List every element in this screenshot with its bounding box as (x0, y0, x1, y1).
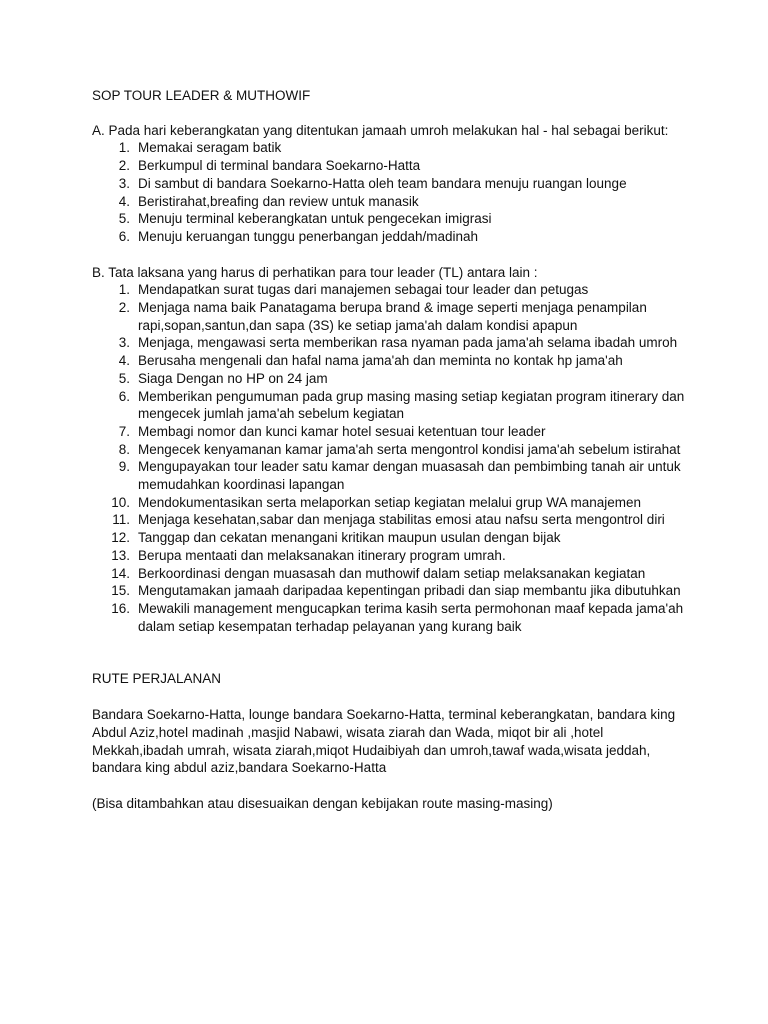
list-item-number: 10. (111, 494, 130, 510)
list-item-number: 12. (111, 530, 130, 546)
list-item (92, 582, 688, 600)
list-item-text: Memakai seragam batik (138, 140, 282, 156)
list-item-text: Tanggap dan cekatan menangani kritikan maupun usulan dengan bijak (138, 530, 561, 546)
list-item-number: 4. (118, 193, 130, 209)
list-item-number: 3. (118, 335, 130, 351)
list-item (92, 157, 688, 175)
list-item-number: 13. (111, 547, 130, 563)
list-item-text: Berkoordinasi dengan muasasah dan muthowif dalam setiap melaksanakan kegiatan (138, 565, 646, 581)
list-item-number: 5. (118, 370, 130, 386)
list-item-text: Mengutamakan jamaah daripadaa kepentingan pribadi dan siap membantu jika dibutuhkan (138, 583, 681, 599)
list-item-text: Membagi nomor dan kunci kamar hotel sesuai ketentuan tour leader (138, 423, 546, 439)
section-b-list (92, 281, 688, 635)
list-item (92, 600, 688, 635)
list-item-number: 7. (118, 423, 130, 439)
list-item-text: Beristirahat,breafing dan review untuk manasik (138, 193, 419, 209)
list-item-number: 5. (118, 211, 130, 227)
list-item-number: 3. (118, 175, 130, 191)
list-item (92, 441, 688, 459)
list-item-number: 16. (111, 600, 130, 616)
route-description: Bandara Soekarno-Hatta, lounge bandara Soekarno-Hatta, terminal keberangkatan, bandara king Abdul Aziz,hotel madinah ,masjid Nabawi, wisata ziarah dan Wada, miqot bir ali ,hotel Mekkah,ibadah umrah, wisata ziarah,miqot Hudaibiyah dan umroh,tawaf wada,wisata jeddah, bandara king abdul aziz,bandara Soekarno-Hatta (92, 707, 676, 776)
list-item-text: Berusaha mengenali dan hafal nama jama'ah dan meminta no kontak hp jama'ah (138, 353, 623, 369)
list-item-number: 6. (118, 228, 130, 244)
list-item-text: Memberikan pengumuman pada grup masing masing setiap kegiatan program itinerary dan mengecek jumlah jama'ah sebelum kegiatan (138, 388, 685, 422)
list-item-number: 2. (118, 158, 130, 174)
list-item-text: Mengecek kenyamanan kamar jama'ah serta mengontrol kondisi jama'ah sebelum istirahat (138, 441, 681, 457)
list-item-text: Menjaga nama baik Panatagama berupa brand & image seperti menjaga penampilan rapi,sopan,santun,dan sapa (3S) ke setiap jama'ah dalam kondisi apapun (138, 300, 647, 333)
list-item (92, 334, 688, 352)
list-item-text: Mendapatkan surat tugas dari manajemen sebagai tour leader dan petugas (138, 282, 589, 298)
list-item-text: Menuju terminal keberangkatan untuk pengecekan imigrasi (138, 211, 492, 227)
list-item-text: Berupa mentaati dan melaksanakan itinerary program umrah. (138, 547, 506, 563)
document-title: SOP TOUR LEADER & MUTHOWIF (92, 88, 311, 103)
list-item-number: 6. (118, 388, 130, 404)
list-item (92, 370, 688, 388)
list-item (92, 210, 688, 228)
list-item-text: Mewakili management mengucapkan terima kasih serta permohonan maaf kepada jama'ah dalam setiap kesempatan terhadap pelayanan yang kurang baik (138, 600, 684, 634)
list-item-number: 2. (118, 300, 130, 316)
list-item (92, 281, 688, 299)
list-item (92, 352, 688, 370)
section-a-heading: A. Pada hari keberangkatan yang ditentukan jamaah umroh melakukan hal - hal sebagai berikut: (92, 122, 669, 138)
list-item (92, 388, 688, 423)
list-item (92, 228, 688, 246)
list-item-number: 11. (112, 512, 130, 528)
list-item-number: 4. (118, 353, 130, 369)
list-item (92, 565, 688, 583)
route-note: (Bisa ditambahkan atau disesuaikan dengan kebijakan route masing-masing) (92, 795, 553, 811)
list-item-text: Berkumpul di terminal bandara Soekarno-Hatta (138, 158, 421, 174)
list-item (92, 547, 688, 565)
list-item-number: 8. (118, 441, 130, 457)
list-item (92, 494, 688, 512)
list-item-number: 9. (118, 459, 130, 475)
list-item-number: 1. (118, 140, 130, 156)
list-item-text: Siaga Dengan no HP on 24 jam (138, 370, 328, 386)
list-item-text: Menjaga, mengawasi serta memberikan rasa nyaman pada jama'ah selama ibadah umroh (138, 335, 678, 351)
list-item (92, 529, 688, 547)
list-item-text: Mengupayakan tour leader satu kamar dengan muasasah dan pembimbing tanah air untuk memudahkan koordinasi lapangan (138, 459, 681, 493)
section-a-list (92, 139, 688, 245)
route-heading: RUTE PERJALANAN (92, 671, 222, 687)
section-b-heading: B. Tata laksana yang harus di perhatikan para tour leader (TL) antara lain : (92, 264, 538, 280)
list-item (92, 139, 688, 157)
list-item-number: 14. (111, 565, 130, 581)
list-item-text: Menjaga kesehatan,sabar dan menjaga stabilitas emosi atau nafsu serta mengontrol diri (138, 512, 665, 528)
list-item (92, 175, 688, 193)
list-item-text: Mendokumentasikan serta melaporkan setiap kegiatan melalui grup WA manajemen (138, 494, 642, 510)
list-item-text: Menuju keruangan tunggu penerbangan jeddah/madinah (138, 228, 479, 244)
list-item (92, 423, 688, 441)
list-item (92, 193, 688, 211)
list-item-number: 1. (118, 282, 130, 298)
list-item-text: Di sambut di bandara Soekarno-Hatta oleh team bandara menuju ruangan lounge (138, 175, 627, 191)
list-item (92, 511, 688, 529)
list-item-number: 15. (111, 583, 130, 599)
list-item (92, 458, 688, 493)
list-item (92, 299, 688, 334)
